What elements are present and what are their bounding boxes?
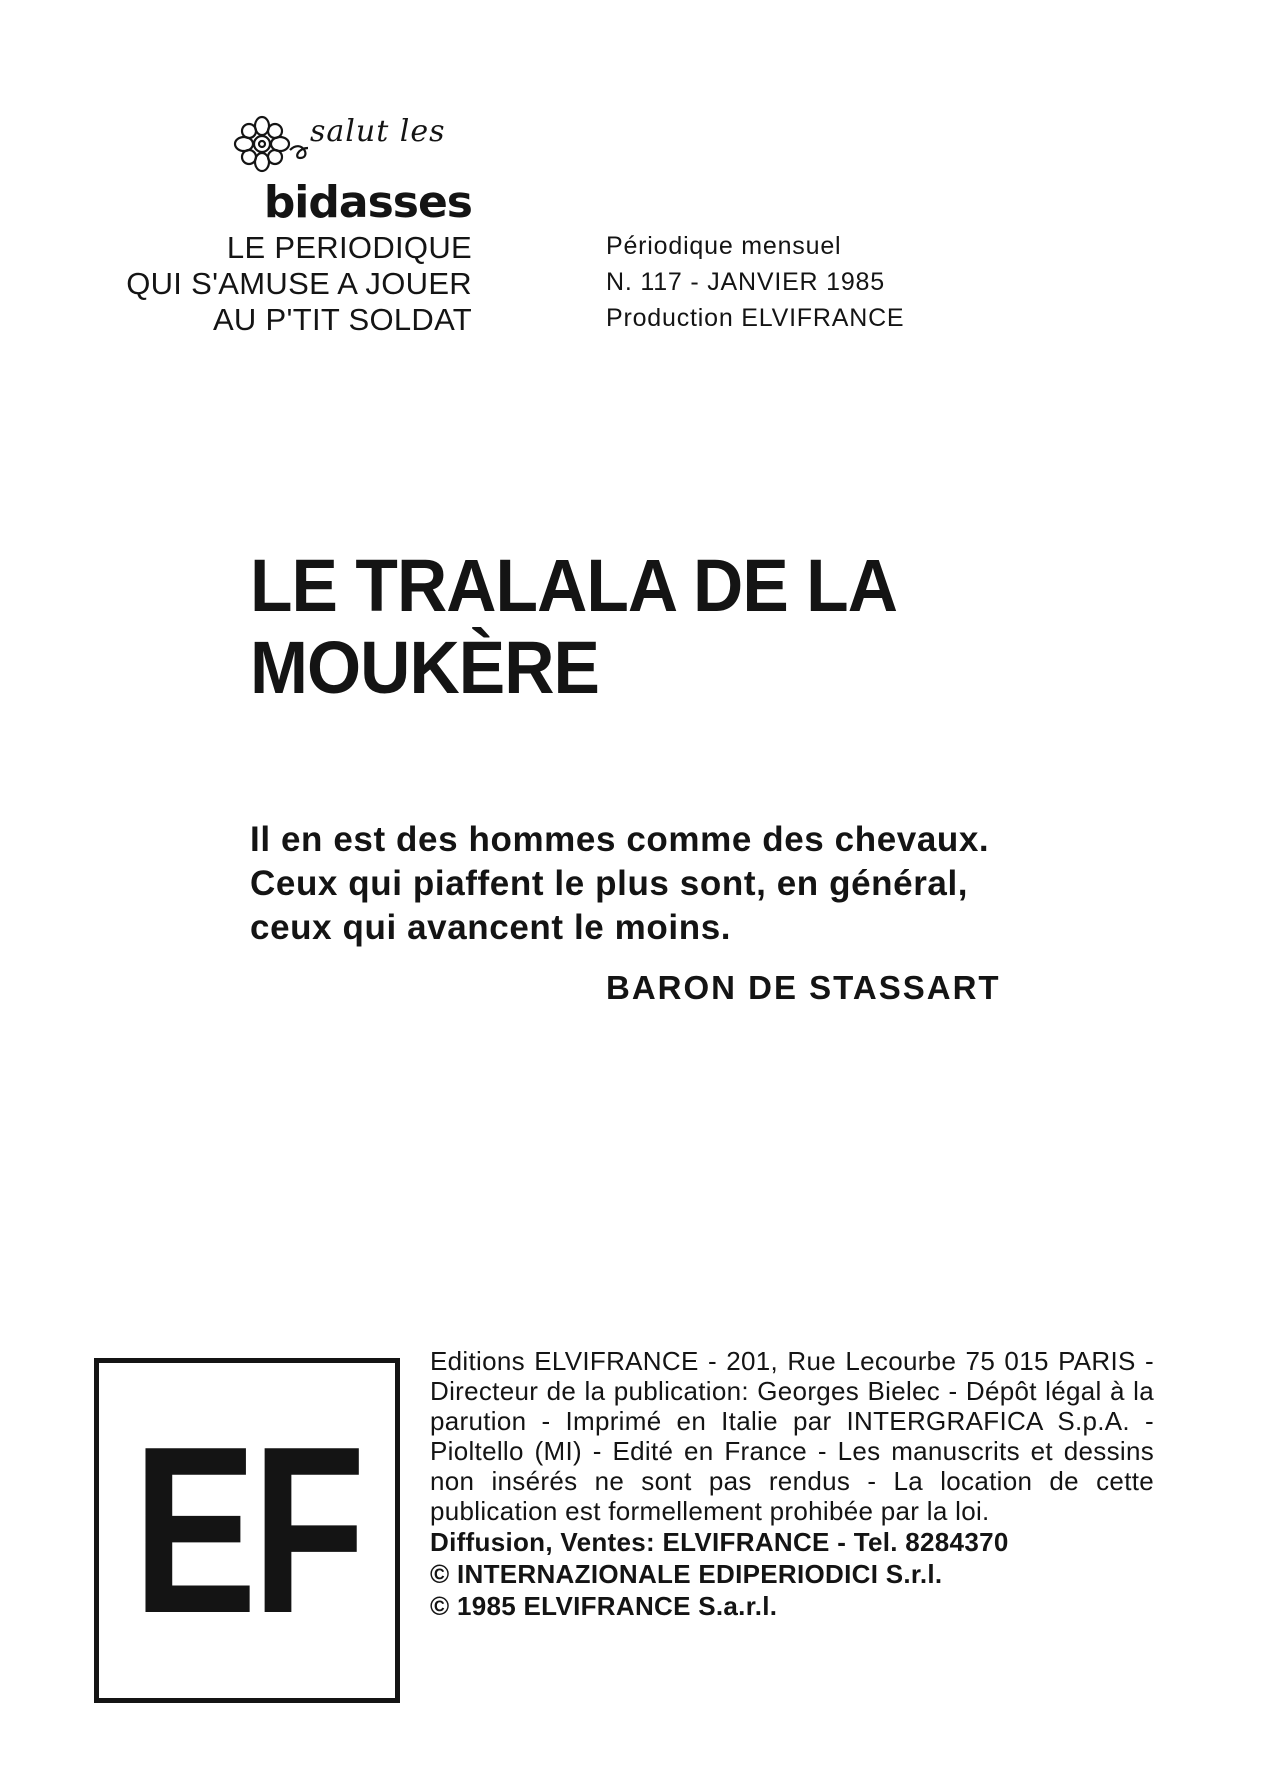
epigraph-line: Ceux qui piaffent le plus sont, en général, (250, 864, 969, 903)
brand-name: bidasses (263, 177, 472, 228)
issue-line: Production ELVIFRANCE (606, 304, 905, 332)
story-title (250, 545, 1096, 709)
imprint-text: Editions ELVIFRANCE - 201, Rue Lecourbe 75 015 PARIS - Directeur de la publication: Georges Bielec - Dépôt légal à la parution - Imprimé en Italie par INTERGRAFICA S.p.A. - Pioltello (MI) - Edité en France - Les manuscrits et dessins non insérés ne sont pas rendus - La location de cette publication est formellement prohibée par la loi. (430, 1346, 1154, 1526)
epigraph-line: Il en est des hommes comme des chevaux. (250, 820, 990, 859)
issue-info (606, 228, 1026, 336)
tagline-line: QUI S'AMUSE A JOUER (126, 266, 472, 301)
distribution-line: Diffusion, Ventes: ELVIFRANCE - Tel. 8284370 (430, 1527, 1009, 1557)
epigraph-line: ceux qui avancent le moins. (250, 908, 732, 947)
tagline-line: AU P'TIT SOLDAT (212, 302, 472, 337)
epigraph-quote (250, 818, 1150, 950)
publisher-logo-letters: EF (133, 1397, 361, 1663)
epigraph-author: BARON DE STASSART (606, 969, 1001, 1006)
issue-line: Périodique mensuel (606, 232, 842, 260)
imprint (430, 1346, 1154, 1622)
masthead-logo (228, 108, 476, 176)
tagline (40, 230, 472, 338)
publisher-logo (94, 1358, 400, 1703)
copyright-line: © 1985 ELVIFRANCE S.a.r.l. (430, 1591, 778, 1621)
story-title-line: MOUKÈRE (250, 626, 599, 709)
story-title-line: LE TRALALA DE LA (250, 544, 898, 627)
copyright-line: © INTERNAZIONALE EDIPERIODICI S.r.l. (430, 1559, 943, 1589)
issue-line: N. 117 - JANVIER 1985 (606, 268, 885, 296)
tagline-line: LE PERIODIQUE (226, 230, 472, 265)
masthead-script-text: salut les (310, 114, 446, 149)
